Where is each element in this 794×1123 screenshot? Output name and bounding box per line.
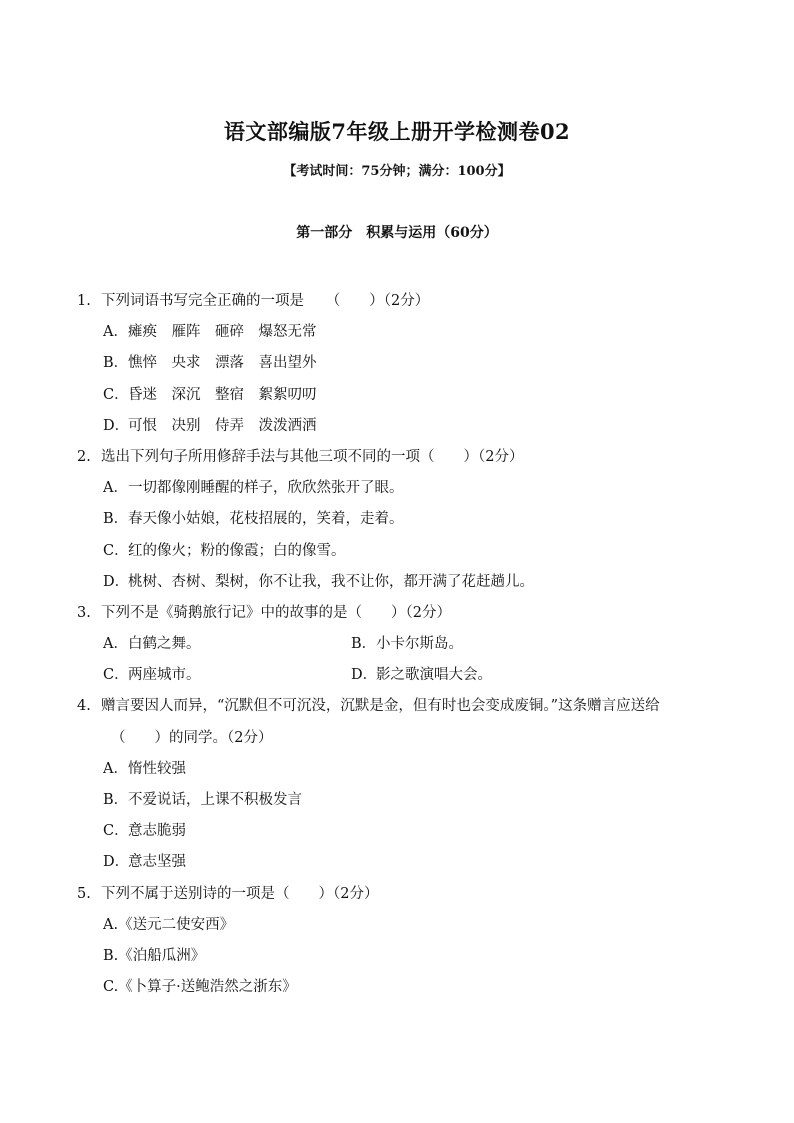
question-3-option-b bbox=[351, 629, 463, 660]
question-1-option-c bbox=[77, 380, 737, 411]
question-number: 2. bbox=[77, 448, 91, 465]
option-letter: C． bbox=[103, 667, 129, 684]
question-1-stem bbox=[77, 286, 737, 317]
option-letter: A． bbox=[103, 324, 128, 341]
option-text: 桃树、杏树、梨树，你不让我，我不让你，都开满了花赶趟儿。 bbox=[128, 573, 534, 590]
option-letter: C． bbox=[103, 386, 129, 403]
question-5-option-a bbox=[77, 910, 737, 941]
question-4-option-b bbox=[77, 785, 737, 816]
question-4-stem-continued: （ ）的同学。（2分） bbox=[111, 729, 273, 746]
question-3-option-c bbox=[77, 660, 351, 691]
option-text: 可恨 决别 侍弄 泼泼洒洒 bbox=[128, 417, 317, 434]
question-number: 3. bbox=[77, 604, 91, 621]
option-letter: D． bbox=[103, 854, 130, 871]
question-number: 5. bbox=[77, 885, 91, 902]
question-number: 1. bbox=[77, 293, 91, 309]
option-letter: C． bbox=[103, 823, 129, 840]
question-text: 赠言要因人而异，“沉默但不可沉没，沉默是金，但有时也会变成废铜。”这条赠言应送给 bbox=[101, 698, 660, 715]
question-number: 4. bbox=[77, 698, 91, 715]
question-1-option-a bbox=[77, 317, 737, 348]
question-list bbox=[77, 286, 737, 1003]
section-heading: 第一部分 积累与运用（60分） bbox=[296, 225, 498, 241]
option-text: 《送元二使安西》 bbox=[118, 916, 235, 933]
question-2-option-b bbox=[77, 504, 737, 535]
option-letter: A． bbox=[103, 480, 128, 497]
option-text: 瘫痪 雁阵 砸碎 爆怒无常 bbox=[128, 324, 317, 341]
option-text: 两座城市。 bbox=[128, 667, 201, 684]
option-letter: C. bbox=[103, 979, 119, 996]
question-text: 下列不属于送别诗的一项是（ ）（2分） bbox=[101, 885, 379, 902]
question-5-stem bbox=[77, 879, 737, 910]
option-text: 一切都像刚睡醒的样子，欣欣然张开了眼。 bbox=[128, 480, 404, 497]
question-2-option-c bbox=[77, 536, 737, 567]
option-text: 惰性较强 bbox=[128, 760, 186, 777]
question-2-stem bbox=[77, 442, 737, 473]
option-text: 意志脆弱 bbox=[128, 823, 186, 840]
option-letter: B． bbox=[103, 511, 129, 528]
question-2-option-d bbox=[77, 567, 737, 598]
question-4-stem bbox=[77, 691, 737, 722]
option-letter: A． bbox=[103, 636, 128, 653]
option-text: 小卡尔斯岛。 bbox=[376, 636, 463, 653]
question-4-option-d bbox=[77, 847, 737, 878]
question-4-option-c bbox=[77, 816, 737, 847]
option-letter: B． bbox=[351, 636, 377, 653]
option-text: 影之歌演唱大会。 bbox=[376, 667, 492, 684]
option-text: 白鹤之舞。 bbox=[128, 636, 201, 653]
question-5-option-c bbox=[77, 972, 737, 1003]
question-3-options-row-1 bbox=[77, 629, 737, 660]
option-text: 《卜算子·送鲍浩然之浙东》 bbox=[118, 979, 297, 996]
option-letter: B． bbox=[103, 355, 129, 372]
option-text: 憔悴 央求 漂落 喜出望外 bbox=[128, 355, 317, 372]
option-letter: D． bbox=[103, 417, 130, 434]
option-text: 春天像小姑娘，花枝招展的，笑着，走着。 bbox=[128, 511, 404, 528]
question-5-option-b bbox=[77, 941, 737, 972]
question-2-option-a bbox=[77, 473, 737, 504]
question-3-option-a bbox=[77, 629, 351, 660]
question-text: 下列不是《骑鹅旅行记》中的故事的是（ ）（2分） bbox=[101, 604, 451, 621]
option-letter: A． bbox=[103, 760, 128, 777]
question-text: 下列词语书写完全正确的一项是 （ ）（2分） bbox=[101, 293, 430, 309]
option-letter: B. bbox=[103, 947, 119, 964]
option-text: 昏迷 深沉 整宿 絮絮叨叨 bbox=[128, 386, 317, 403]
question-3-stem bbox=[77, 598, 737, 629]
option-text: 不爱说话，上课不积极发言 bbox=[128, 792, 302, 808]
option-letter: B． bbox=[103, 792, 129, 808]
option-letter: D． bbox=[351, 667, 378, 684]
exam-title: 语文部编版7年级上册开学检测卷02 bbox=[223, 119, 571, 144]
exam-time-info: 【考试时间：75分钟；满分：100分】 bbox=[283, 164, 511, 179]
question-3-option-d bbox=[351, 660, 492, 691]
question-3-options-row-2 bbox=[77, 660, 737, 691]
question-1-option-b bbox=[77, 348, 737, 379]
option-text: 《泊船瓜洲》 bbox=[118, 947, 206, 964]
option-letter: A. bbox=[103, 916, 119, 933]
option-text: 意志坚强 bbox=[128, 854, 186, 871]
option-letter: D． bbox=[103, 573, 130, 590]
option-letter: C． bbox=[103, 542, 129, 559]
question-1-option-d bbox=[77, 411, 737, 442]
option-text: 红的像火；粉的像霞；白的像雪。 bbox=[128, 542, 346, 559]
question-text: 选出下列句子所用修辞手法与其他三项不同的一项（ ）（2分） bbox=[101, 448, 524, 465]
question-4-option-a bbox=[77, 754, 737, 785]
